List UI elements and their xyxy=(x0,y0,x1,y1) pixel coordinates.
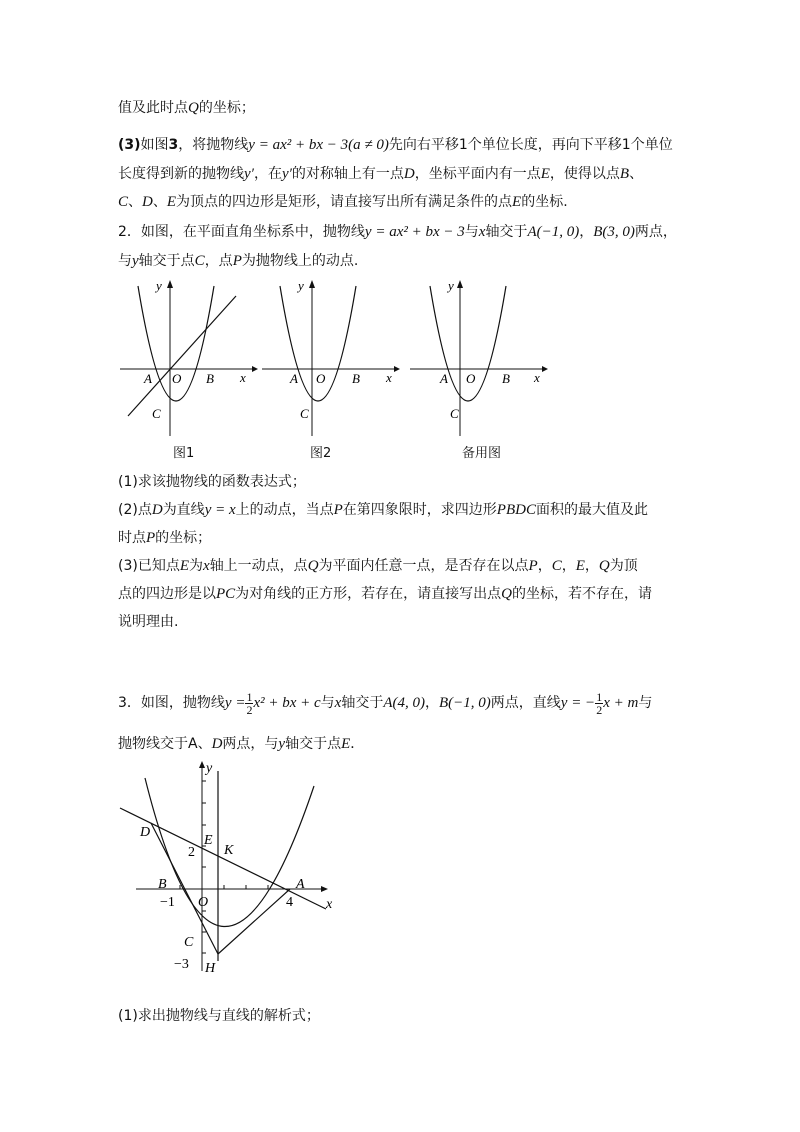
label-B: B xyxy=(158,877,167,892)
p1-line-2: (3)如图3，将抛物线y = ax² + bx − 3(a ≠ 0)先向右平移1个单位长度，再向下平移1个单位 xyxy=(118,137,673,153)
label-A: A xyxy=(144,371,152,386)
x-axis-arrow xyxy=(394,366,400,372)
p3-line-2: 抛物线交于A、D两点，与y轴交于点E． xyxy=(118,736,365,752)
y-axis-arrow xyxy=(457,280,463,288)
p2-q3-line-3: 说明理由. xyxy=(118,614,179,630)
p1-line-1: 值及此时点Q的坐标； xyxy=(118,100,255,116)
frac-one-half-2: $\frac{1}{2}$ xyxy=(596,689,603,717)
label-C: C xyxy=(152,406,161,421)
label-minus1: −1 xyxy=(160,895,175,910)
p2-line-2: 与y轴交于点C，点P为抛物线上的动点. xyxy=(118,253,359,269)
x-axis-arrow xyxy=(542,366,548,372)
label-H: H xyxy=(205,961,216,976)
label-B: B xyxy=(352,371,360,386)
label-x: x xyxy=(386,370,392,385)
label-B: B xyxy=(206,371,214,386)
label-C: C xyxy=(450,406,459,421)
x-axis-arrow xyxy=(321,886,328,892)
segment-AH xyxy=(218,889,290,954)
label-y: y xyxy=(206,761,213,776)
p2-q2-line-2: 时点P的坐标； xyxy=(118,530,212,546)
y-axis-arrow xyxy=(199,761,205,768)
p2-q3-line-2: 点的四边形是以PC为对角线的正方形，若存在，请直接写出点Q的坐标，若不存在，请 xyxy=(118,586,653,602)
label-A: A xyxy=(290,371,298,386)
p1-line-4: C、D、E为顶点的四边形是矩形，请直接写出所有满足条件的点E的坐标. xyxy=(118,194,568,210)
p2-q1: (1)求该抛物线的函数表达式； xyxy=(118,474,306,490)
figure-2-caption: 图2 xyxy=(310,446,332,461)
label-x: x xyxy=(534,370,540,385)
figure-p3 xyxy=(118,756,340,986)
label-O: O xyxy=(466,371,476,386)
p1-line-3: 长度得到新的抛物线y′，在y′的对称轴上有一点D，坐标平面内有一点E，使得以点B、 xyxy=(118,166,644,182)
frac-one-half: $\frac{1}{2}$ xyxy=(246,689,253,717)
label-y: y xyxy=(298,278,304,293)
label-O: O xyxy=(316,371,326,386)
label-O: O xyxy=(198,895,209,910)
figure-2 xyxy=(260,276,400,446)
label-x: x xyxy=(240,370,246,385)
label-A: A xyxy=(296,877,305,892)
p2-q2-line-1: (2)点D为直线y = x上的动点，当点P在第四象限时，求四边形PBDC面积的最大值及此 xyxy=(118,502,648,518)
label-K: K xyxy=(224,843,234,858)
figure-3-caption: 备用图 xyxy=(462,446,502,461)
label-E: E xyxy=(204,833,213,848)
figure-3 xyxy=(408,276,548,446)
label-y: y xyxy=(448,278,454,293)
x-ticks xyxy=(180,885,268,889)
label-C: C xyxy=(184,935,194,950)
label-A: A xyxy=(440,371,448,386)
label-4: 4 xyxy=(286,895,293,910)
p3-line-1: 3．如图，抛物线y = $\frac{1}{2}$ x² + bx + c与x轴交于A(4, 0)，B(−1, 0)两点，直线y = − $\frac{1}{2}$ x + m与 xyxy=(118,689,653,717)
label-y: y xyxy=(156,278,162,293)
figure-1 xyxy=(118,276,258,446)
p3-q1: (1)求出抛物线与直线的解析式； xyxy=(118,1008,320,1024)
label-B: B xyxy=(502,371,510,386)
p2-q3-line-1: (3)已知点E为x轴上一动点，点Q为平面内任意一点，是否存在以点P，C，E，Q为顶 xyxy=(118,558,638,574)
y-axis-arrow xyxy=(167,280,173,288)
figure-1-caption: 图1 xyxy=(173,446,195,461)
label-minus3: −3 xyxy=(174,957,189,972)
y-axis-arrow xyxy=(309,280,315,288)
label-C: C xyxy=(300,406,309,421)
label-2: 2 xyxy=(188,845,195,860)
x-axis-arrow xyxy=(252,366,258,372)
label-x: x xyxy=(326,897,333,912)
p2-line-1: 2．如图，在平面直角坐标系中，抛物线y = ax² + bx − 3与x轴交于A(−1, 0)，B(3, 0)两点， xyxy=(118,224,677,240)
label-D: D xyxy=(140,825,151,840)
label-O: O xyxy=(172,371,182,386)
